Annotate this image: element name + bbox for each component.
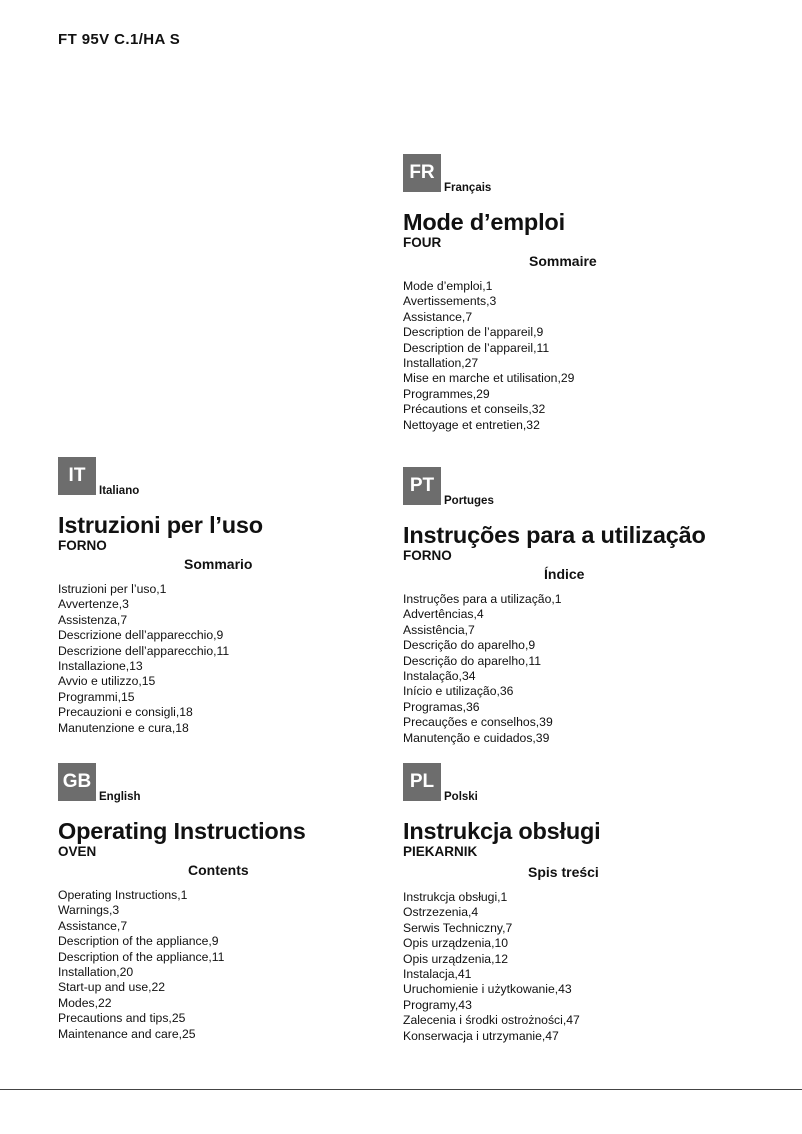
model-number: FT 95V C.1/HA S — [58, 31, 181, 48]
toc-item: Descrizione dell’apparecchio,9 — [58, 628, 224, 643]
toc-item: Istruzioni per l’uso,1 — [58, 582, 167, 596]
toc-item: Mise en marche et utilisation,29 — [403, 371, 575, 386]
toc-item: Mode d’emploi,1 — [403, 279, 493, 293]
toc-item: Installazione,13 — [58, 659, 143, 674]
language-header — [403, 154, 723, 194]
toc-item: Serwis Techniczny,7 — [403, 920, 513, 935]
toc-item: Assistência,7 — [403, 622, 475, 637]
language-code-badge: PL — [403, 763, 441, 801]
language-name: English — [99, 791, 141, 803]
toc-item: Opis urządzenia,12 — [403, 951, 509, 966]
section-gb — [58, 763, 378, 1042]
toc-item: Nettoyage et entretien,32 — [403, 417, 540, 432]
manual-title: Istruzioni per l’uso — [58, 512, 263, 538]
contents-heading: Índice — [544, 566, 585, 582]
toc-item: Avvio e utilizzo,15 — [58, 674, 156, 689]
manual-title: Mode d’emploi — [403, 209, 565, 235]
toc-item: Assistenza,7 — [58, 612, 128, 627]
toc-item: Advertências,4 — [403, 607, 484, 622]
language-code-badge: PT — [403, 467, 441, 505]
language-header — [58, 457, 378, 497]
toc-item: Programmes,29 — [403, 386, 490, 401]
toc-item: Manutenzione e cura,18 — [58, 720, 189, 735]
language-name: Portuges — [444, 495, 494, 507]
contents-heading: Contents — [188, 862, 249, 878]
toc-item: Start-up and use,22 — [58, 980, 166, 995]
toc-item: Konserwacja i utrzymanie,47 — [403, 1028, 559, 1043]
appliance-type: FORNO — [58, 538, 107, 553]
appliance-type: FORNO — [403, 548, 452, 563]
section-pl — [403, 763, 723, 1044]
toc-item: Assistance,7 — [58, 918, 128, 933]
table-of-contents — [403, 890, 723, 1044]
toc-item: Ostrzezenia,4 — [403, 905, 479, 920]
toc-item: Warnings,3 — [58, 903, 120, 918]
language-name: Français — [444, 182, 492, 194]
contents-heading: Sommario — [184, 556, 253, 572]
toc-item: Programas,36 — [403, 699, 480, 714]
toc-item: Manutenção e cuidados,39 — [403, 730, 550, 745]
toc-item: Descrição do aparelho,11 — [403, 653, 541, 668]
toc-item: Instrukcja obsługi,1 — [403, 890, 508, 904]
toc-item: Início e utilização,36 — [403, 684, 514, 699]
language-header — [403, 763, 723, 803]
toc-item: Descrição do aparelho,9 — [403, 638, 536, 653]
contents-heading: Spis treści — [528, 864, 599, 880]
language-code-badge: GB — [58, 763, 96, 801]
table-of-contents — [403, 592, 723, 746]
toc-item: Modes,22 — [58, 995, 112, 1010]
toc-item: Precauções e conselhos,39 — [403, 715, 553, 730]
toc-item: Maintenance and care,25 — [58, 1026, 196, 1041]
table-of-contents — [403, 279, 723, 433]
toc-item: Programy,43 — [403, 997, 472, 1012]
manual-title: Operating Instructions — [58, 818, 306, 844]
toc-item: Assistance,7 — [403, 309, 473, 324]
table-of-contents — [58, 888, 378, 1042]
toc-item: Instalacja,41 — [403, 967, 472, 982]
manual-title: Instrukcja obsługi — [403, 818, 601, 844]
toc-item: Description de l’appareil,9 — [403, 325, 544, 340]
appliance-type: PIEKARNIK — [403, 844, 478, 859]
toc-item: Opis urządzenia,10 — [403, 936, 509, 951]
table-of-contents — [58, 582, 378, 736]
toc-item: Instruções para a utilização,1 — [403, 592, 562, 606]
contents-heading: Sommaire — [529, 253, 597, 269]
toc-item: Installation,20 — [58, 965, 134, 980]
toc-item: Installation,27 — [403, 356, 479, 371]
footer-divider — [0, 1089, 802, 1090]
toc-item: Avertissements,3 — [403, 294, 497, 309]
toc-item: Operating Instructions,1 — [58, 888, 188, 902]
section-it — [58, 457, 378, 736]
language-code-badge: FR — [403, 154, 441, 192]
language-name: Italiano — [99, 485, 140, 497]
toc-item: Description of the appliance,11 — [58, 949, 225, 964]
appliance-type: OVEN — [58, 844, 97, 859]
appliance-type: FOUR — [403, 235, 442, 250]
manual-title: Instruções para a utilização — [403, 522, 706, 548]
toc-item: Uruchomienie i użytkowanie,43 — [403, 982, 572, 997]
language-header — [403, 467, 723, 507]
toc-item: Précautions et conseils,32 — [403, 402, 546, 417]
toc-item: Zalecenia i środki ostrożności,47 — [403, 1013, 580, 1028]
toc-item: Avvertenze,3 — [58, 597, 129, 612]
toc-item: Descrizione dell’apparecchio,11 — [58, 643, 230, 658]
language-name: Polski — [444, 791, 478, 803]
toc-item: Precautions and tips,25 — [58, 1011, 186, 1026]
section-fr — [403, 154, 723, 433]
toc-item: Description de l’appareil,11 — [403, 340, 550, 355]
language-header — [58, 763, 378, 803]
toc-item: Programmi,15 — [58, 689, 135, 704]
toc-item: Instalação,34 — [403, 669, 476, 684]
language-code-badge: IT — [58, 457, 96, 495]
section-pt — [403, 467, 723, 746]
toc-item: Precauzioni e consigli,18 — [58, 705, 193, 720]
toc-item: Description of the appliance,9 — [58, 934, 219, 949]
